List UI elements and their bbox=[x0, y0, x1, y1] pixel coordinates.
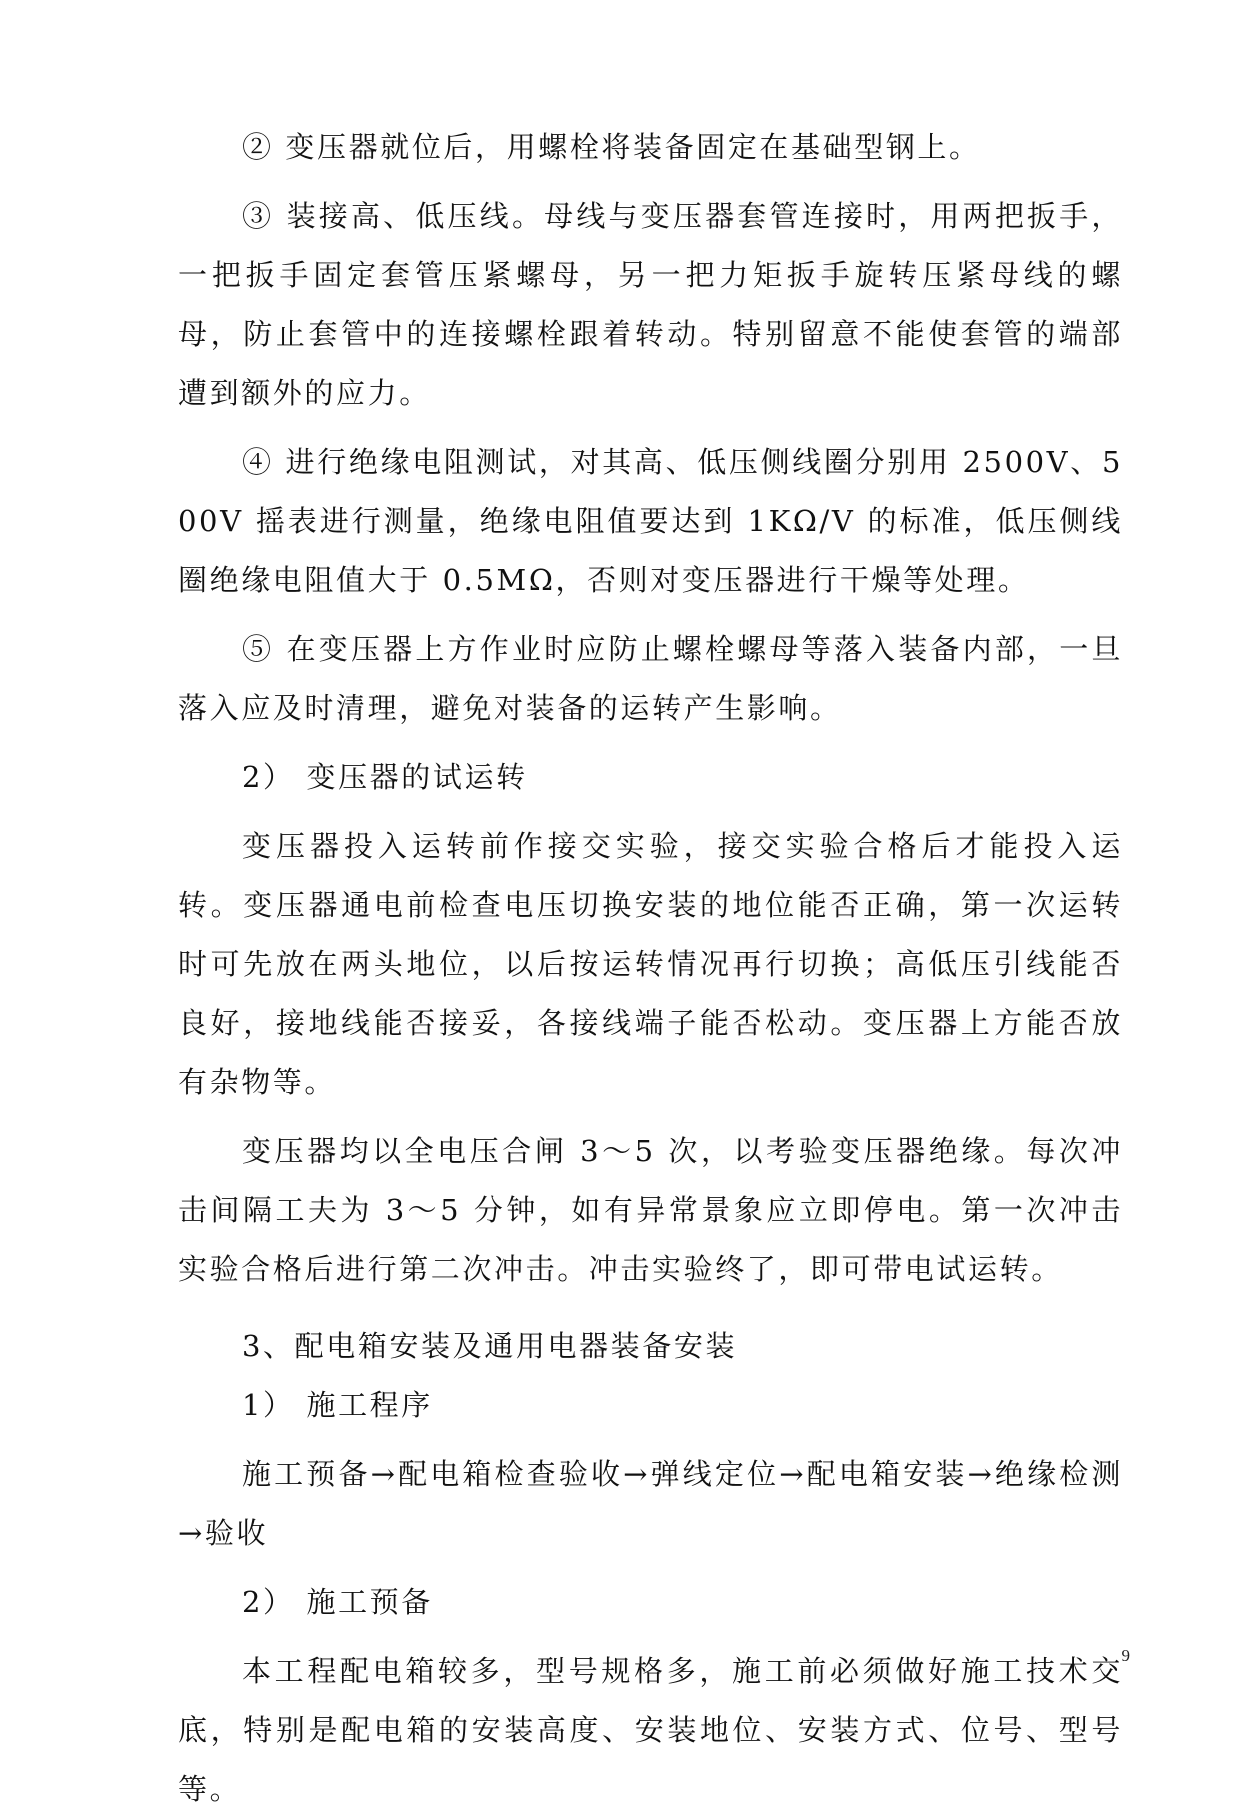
paragraph-step-5: ⑤ 在变压器上方作业时应防止螺栓螺母等落入装备内部，一旦落入应及时清理，避免对装备的运转产生影响。 bbox=[178, 632, 1123, 725]
paragraph-step-3: ③ 装接高、低压线。母线与变压器套管连接时，用两把扳手，一把扳手固定套管压紧螺母，另一把力矩扳手旋转压紧母线的螺母，防止套管中的连接螺栓跟着转动。特别留意不能使套管的端部遭到额外的应力。 bbox=[178, 199, 1123, 410]
section-heading-procedure: 1） 施工程序 bbox=[242, 1388, 433, 1422]
section-heading-distribution-box: 3、配电箱安装及通用电器装备安装 bbox=[242, 1329, 738, 1363]
paragraph-step-4: ④ 进行绝缘电阻测试，对其高、低压侧线圈分别用 2500V、500V 摇表进行测量，绝缘电阻值要达到 1KΩ/V 的标准，低压侧线圈绝缘电阻值大于 0.5MΩ，否则对变压器进行干燥等处理。 bbox=[178, 445, 1123, 597]
paragraph-trial-run-check: 变压器投入运转前作接交实验，接交实验合格后才能投入运转。变压器通电前检查电压切换安装的地位能否正确，第一次运转时可先放在两头地位，以后按运转情况再行切换；高低压引线能否良好，接地线能否接妥，各接线端子能否松动。变压器上方能否放有杂物等。 bbox=[178, 829, 1123, 1099]
paragraph-step-2: ② 变压器就位后，用螺栓将装备固定在基础型钢上。 bbox=[242, 130, 981, 164]
paragraph-impact-test: 变压器均以全电压合闸 3～5 次，以考验变压器绝缘。每次冲击间隔工夫为 3～5 分钟，如有异常景象应立即停电。第一次冲击实验合格后进行第二次冲击。冲击实验终了，即可带电试运转。 bbox=[178, 1134, 1123, 1286]
paragraph-procedure-flow: 施工预备→配电箱检查验收→弹线定位→配电箱安装→绝缘检测→验收 bbox=[178, 1457, 1123, 1550]
paragraph-preparation: 本工程配电箱较多，型号规格多，施工前必须做好施工技术交底，特别是配电箱的安装高度、安装地位、安装方式、位号、型号等。 bbox=[178, 1654, 1123, 1806]
document-body bbox=[178, 118, 1123, 1819]
section-heading-preparation: 2） 施工预备 bbox=[242, 1585, 433, 1619]
section-heading-trial-run: 2） 变压器的试运转 bbox=[242, 760, 528, 794]
page-number: 9 bbox=[1121, 1646, 1130, 1665]
